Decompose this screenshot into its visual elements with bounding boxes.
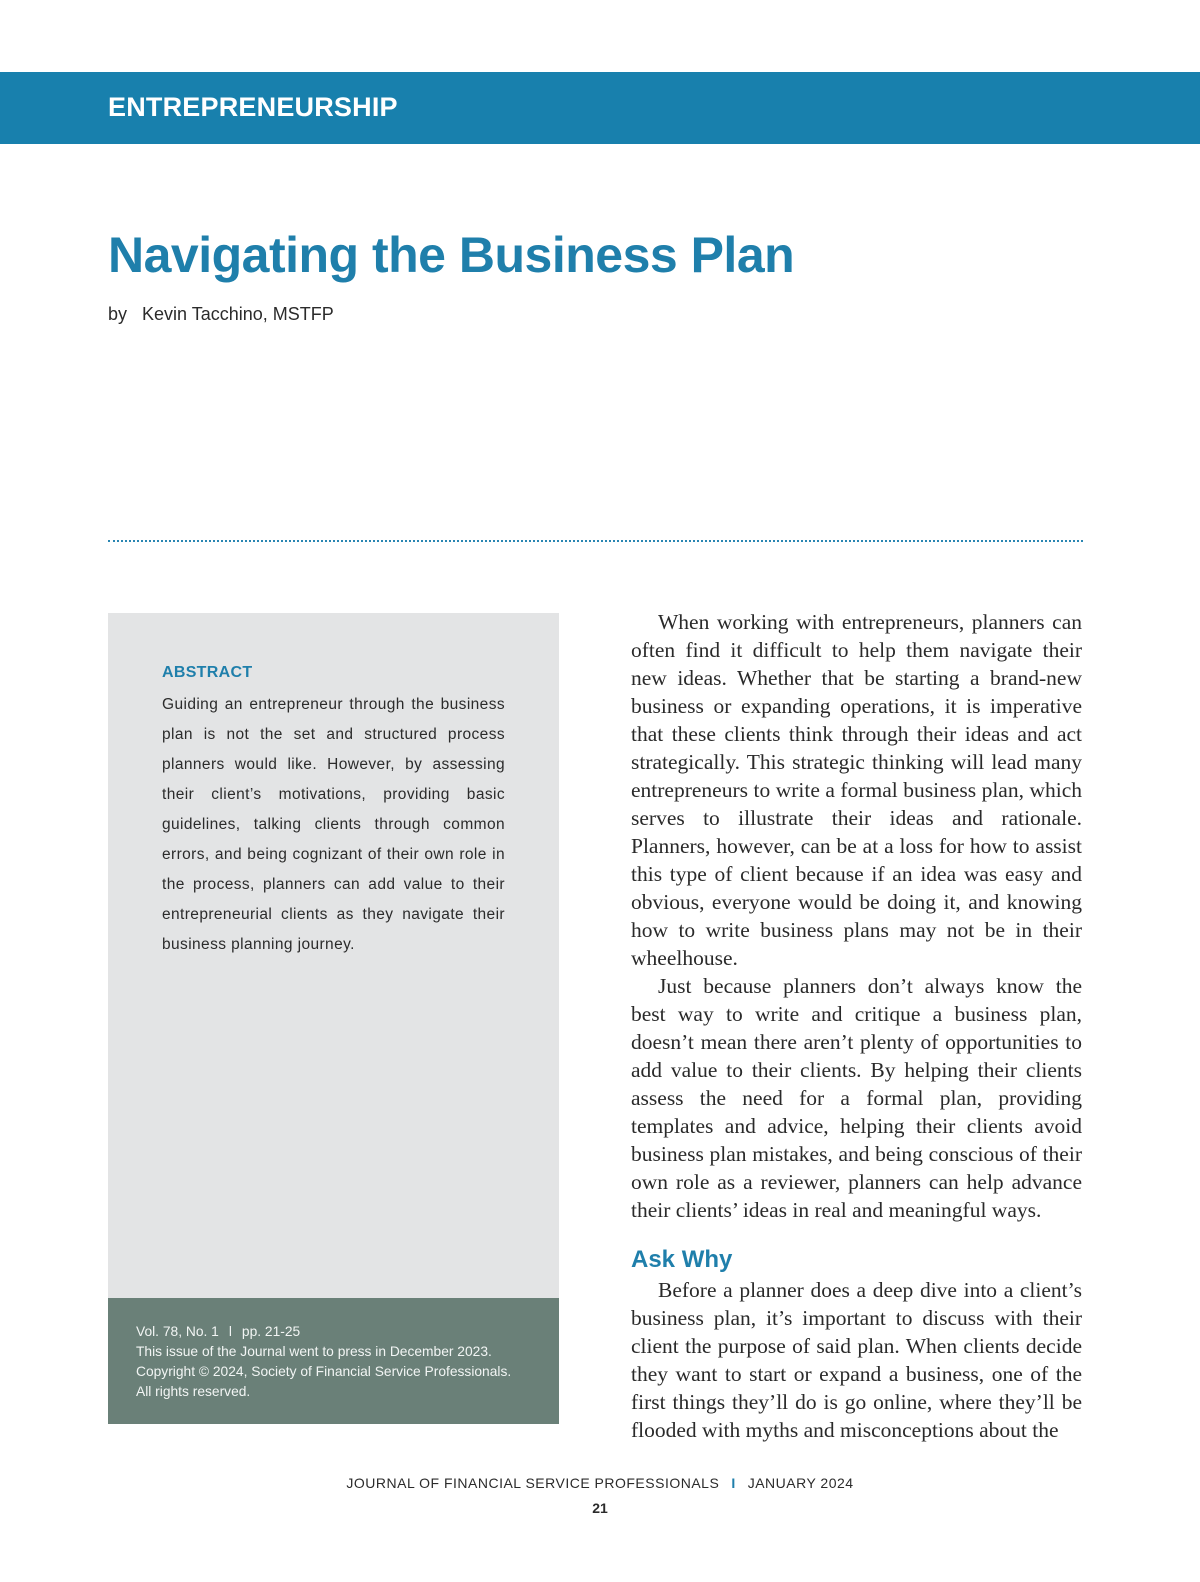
volume-line <box>136 1322 551 1342</box>
publication-info <box>136 1322 551 1402</box>
page-number: 21 <box>592 1500 608 1516</box>
footer-separator: I <box>731 1475 736 1491</box>
journal-name: JOURNAL OF FINANCIAL SERVICE PROFESSIONALS <box>346 1475 720 1491</box>
body-paragraph: Before a planner does a deep dive into a client’s business plan, it’s important to discuss with their client the purpose of said plan. When clients decide they want to start or expand a business, one of the first things they’ll do is go online, where they’ll be flooded with myths and misconceptions about the <box>631 1278 1082 1442</box>
subheading: Ask Why <box>631 1246 733 1273</box>
abstract-text: Guiding an entrepreneur through the business plan is not the set and structured process planners would like. However, by assessing their client’s motivations, providing basic guidelines, talking clients through common errors, and being cognizant of their own role in the process, planners can add value to their entrepreneurial clients as they navigate their business planning journey. <box>162 696 505 953</box>
volume: Vol. 78, No. 1 <box>136 1324 219 1339</box>
section-label: ENTREPRENEURSHIP <box>108 92 398 122</box>
body-paragraph: Just because planners don’t always know the best way to write and critique a business plan, doesn’t mean there aren’t plenty of opportunities to add value to their clients. By helping their clients assess the need for a formal plan, providing templates and advice, helping their clients avoid business plan mistakes, and being conscious of their own role as a reviewer, planners can help advance their clients’ ideas in real and meaningful ways. <box>631 974 1082 1222</box>
copyright: Copyright © 2024, Society of Financial Service Professionals. <box>136 1364 512 1379</box>
body-paragraph: When working with entrepreneurs, planners can often find it difficult to help them navigate their new ideas. Whether that be starting a brand-new business or expanding operations, it is imperative that these clients think through their ideas and act strategically. This strategic thinking will lead many entrepreneurs to write a formal business plan, which serves to illustrate their ideas and rationale. Planners, however, can be at a loss for how to assist this type of client because if an idea was easy and obvious, everyone would be doing it, and knowing how to write business plans may not be in their wheelhouse. <box>631 610 1082 970</box>
article-title: Navigating the Business Plan <box>108 227 795 283</box>
abstract-heading: ABSTRACT <box>162 664 253 681</box>
press-note: This issue of the Journal went to press in December 2023. <box>136 1344 492 1359</box>
author-name: Kevin Tacchino, MSTFP <box>142 304 334 324</box>
byline <box>108 304 334 325</box>
article-body <box>631 608 1082 1444</box>
volume-separator: l <box>228 1324 232 1339</box>
rights: All rights reserved. <box>136 1384 251 1399</box>
pages: pp. 21-25 <box>241 1324 301 1339</box>
byline-prefix: by <box>108 304 128 324</box>
issue-date: JANUARY 2024 <box>747 1475 854 1491</box>
footer-journal-line <box>0 1475 1200 1491</box>
dotted-divider <box>108 540 1083 542</box>
